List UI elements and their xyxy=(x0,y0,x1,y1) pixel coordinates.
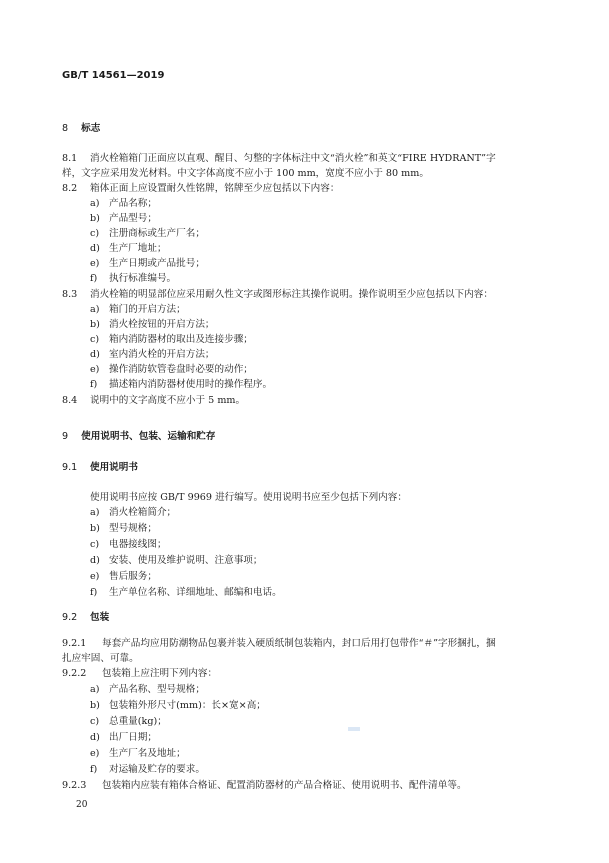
section-title: 使用说明书、包装、运输和贮存 xyxy=(81,431,216,442)
list-text: 对运输及贮存的要求。 xyxy=(109,764,205,775)
list-item xyxy=(90,243,167,255)
list-marker: b) xyxy=(90,213,100,224)
list-text: 执行标准编号。 xyxy=(109,273,177,284)
list-item xyxy=(90,349,215,361)
list-text: 型号规格； xyxy=(109,523,157,534)
list-text: 售后服务； xyxy=(109,571,157,582)
list-text: 产品名称； xyxy=(109,198,157,209)
list-item xyxy=(90,764,205,776)
list-text: 总重量(kg)； xyxy=(109,716,167,727)
clause-text: 包装箱内应装有箱体合格证、配置消防器材的产品合格证、使用说明书、配件清单等。 xyxy=(102,780,467,791)
list-text: 出厂日期； xyxy=(109,732,157,743)
list-item xyxy=(90,273,176,285)
clause-text: 说明中的文字高度不应小于 5 mm。 xyxy=(90,395,246,406)
list-item xyxy=(90,555,263,567)
list-marker: d) xyxy=(90,243,100,254)
clause-8-3 xyxy=(62,289,493,301)
list-marker: a) xyxy=(90,684,100,695)
list-item xyxy=(90,319,215,331)
list-marker: c) xyxy=(90,716,100,727)
clause-text: 包装箱上应注明下列内容： xyxy=(102,668,218,679)
list-marker: f) xyxy=(90,379,98,390)
list-marker: b) xyxy=(90,523,100,534)
list-marker: d) xyxy=(90,555,100,566)
list-marker: b) xyxy=(90,319,100,330)
list-item xyxy=(90,258,205,270)
list-text: 电器接线图； xyxy=(109,539,167,550)
list-item xyxy=(90,700,266,712)
section-number: 9.2 xyxy=(62,612,78,623)
list-text: 操作消防软管卷盘时必要的动作； xyxy=(109,364,253,375)
page-number: 20 xyxy=(76,800,88,810)
clause-text: 消火栓箱的明显部位应采用耐久性文字或图形标注其操作说明。操作说明至少应包括以下内容： xyxy=(90,289,493,300)
list-item xyxy=(90,364,253,376)
list-marker: c) xyxy=(90,334,100,345)
clause-8-4 xyxy=(62,395,245,407)
section-title: 标志 xyxy=(81,123,101,134)
list-marker: c) xyxy=(90,228,100,239)
list-marker: a) xyxy=(90,507,100,518)
list-text: 包装箱外形尺寸(mm)：长×宽×高； xyxy=(109,700,266,711)
list-item xyxy=(90,213,157,225)
clause-text: 每套产品均应用防潮物品包裹并装入硬质纸制包装箱内，封口后用打包带作“＃”字形捆扎，捆 xyxy=(102,638,496,649)
list-marker: e) xyxy=(90,258,100,269)
list-item xyxy=(90,334,253,346)
clause-8-1-continuation: 样，文字应采用发光材料。中文字体高度不应小于 100 mm，宽度不应小于 80 mm。 xyxy=(62,168,429,179)
clause-number: 9.2.1 xyxy=(62,638,87,649)
list-item xyxy=(90,228,205,240)
list-item xyxy=(90,507,176,519)
list-item xyxy=(90,684,205,696)
list-text: 注册商标或生产厂名； xyxy=(109,228,205,239)
list-item xyxy=(90,716,167,728)
list-text: 产品名称、型号规格； xyxy=(109,684,205,695)
list-marker: a) xyxy=(90,304,100,315)
section-title: 包装 xyxy=(90,612,110,623)
clause-9-2-2 xyxy=(62,668,217,680)
list-marker: d) xyxy=(90,732,100,743)
list-text: 室内消火栓的开启方法； xyxy=(109,349,215,360)
standard-code: GB/T 14561—2019 xyxy=(62,70,165,81)
subsection-9-1-heading xyxy=(62,462,138,474)
list-text: 箱内消防器材的取出及连接步骤； xyxy=(109,334,253,345)
clause-text: 箱体正面上应设置耐久性铭牌，铭牌至少应包括以下内容： xyxy=(90,183,340,194)
subsection-9-2-heading xyxy=(62,612,109,624)
list-text: 消火栓箱简介； xyxy=(109,507,177,518)
clause-9-2-1-continuation: 扎应牢固、可靠。 xyxy=(62,653,139,664)
section-number: 9 xyxy=(62,431,69,442)
list-text: 箱门的开启方法； xyxy=(109,304,186,315)
clause-9-2-1 xyxy=(62,638,496,650)
section-title: 使用说明书 xyxy=(90,462,138,473)
list-marker: d) xyxy=(90,349,100,360)
list-marker: a) xyxy=(90,198,100,209)
clause-9-1-intro: 使用说明书应按 GB/T 9969 进行编写。使用说明书应至少包括下列内容： xyxy=(90,492,407,503)
clause-text: 消火栓箱箱门正面应以直观、醒目、匀整的字体标注中文“消火栓”和英文“FIRE HYDRANT”字 xyxy=(90,153,496,164)
clause-9-2-3 xyxy=(62,780,467,792)
clause-number: 8.1 xyxy=(62,153,78,164)
clause-number: 8.3 xyxy=(62,289,78,300)
section-8-heading xyxy=(62,123,100,135)
list-text: 生产单位名称、详细地址、邮编和电话。 xyxy=(109,587,282,598)
list-marker: b) xyxy=(90,700,100,711)
clause-number: 8.2 xyxy=(62,183,78,194)
section-9-heading xyxy=(62,431,215,443)
list-marker: c) xyxy=(90,539,100,550)
clause-8-2 xyxy=(62,183,339,195)
list-text: 生产厂名及地址； xyxy=(109,748,186,759)
list-text: 安装、使用及维护说明、注意事项； xyxy=(109,555,263,566)
list-item xyxy=(90,571,157,583)
clause-number: 9.2.3 xyxy=(62,780,87,791)
list-item xyxy=(90,523,157,535)
clause-number: 9.2.2 xyxy=(62,668,87,679)
list-marker: f) xyxy=(90,587,98,598)
list-item xyxy=(90,748,186,760)
list-item xyxy=(90,539,167,551)
list-marker: e) xyxy=(90,571,100,582)
list-item xyxy=(90,732,157,744)
list-marker: f) xyxy=(90,764,98,775)
list-item xyxy=(90,587,282,599)
list-item xyxy=(90,198,157,210)
section-number: 8 xyxy=(62,123,69,134)
clause-number: 8.4 xyxy=(62,395,78,406)
list-text: 描述箱内消防器材使用时的操作程序。 xyxy=(109,379,273,390)
list-marker: f) xyxy=(90,273,98,284)
list-marker: e) xyxy=(90,748,100,759)
list-item xyxy=(90,304,186,316)
section-number: 9.1 xyxy=(62,462,78,473)
list-text: 生产日期或产品批号； xyxy=(109,258,205,269)
list-item xyxy=(90,379,272,391)
list-text: 生产厂地址； xyxy=(109,243,167,254)
list-marker: e) xyxy=(90,364,100,375)
list-text: 消火栓按钮的开启方法； xyxy=(109,319,215,330)
list-text: 产品型号； xyxy=(109,213,157,224)
clause-8-1 xyxy=(62,153,496,165)
scan-mark xyxy=(348,727,360,731)
